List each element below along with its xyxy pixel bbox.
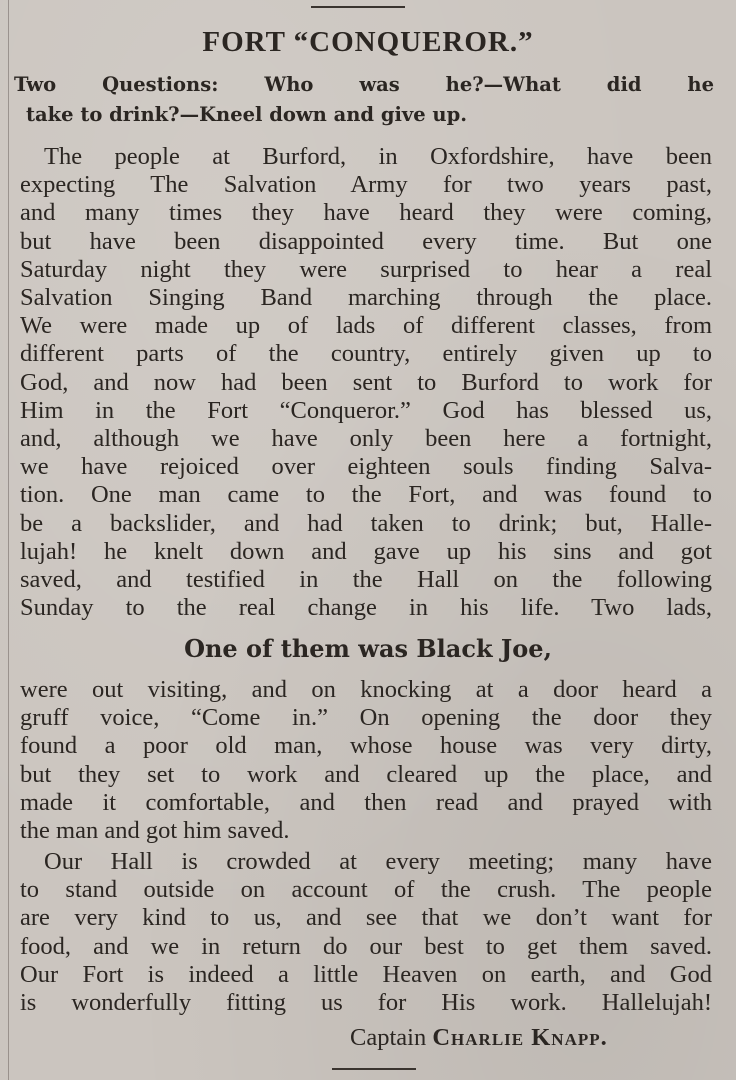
paragraph-line: We were made up of lads of different classes, from [20,312,712,340]
paragraph-line: found a poor old man, whose house was very dirty, [20,732,712,760]
paragraph-line: lujah! he knelt down and gave up his sins and got [20,537,712,565]
subhead-line-2: take to drink?—Kneel down and give up. [26,103,468,126]
paragraph-line: Our Fort is indeed a little Heaven on earth, and God [20,960,712,988]
paragraph-line: Saturday night they were surprised to hear a real [20,255,712,283]
paragraph-line: were out visiting, and on knocking at a door heard a [20,676,712,703]
paragraph-line: be a backslider, and had taken to drink; but, Halle- [20,509,712,537]
paragraph-line: are very kind to us, and see that we don’t want for [20,904,712,932]
signature-rank: Captain [350,1024,427,1051]
bottom-rule [332,1068,416,1070]
paragraph-line: we have rejoiced over eighteen souls finding Salva- [20,453,712,481]
paragraph-line: expecting The Salvation Army for two years past, [20,171,712,199]
crosshead: One of them was Black Joe, [184,634,552,663]
paragraph-line: Salvation Singing Band marching through the place. [20,284,712,312]
signature-name: Charlie Knapp. [432,1024,608,1051]
paragraph-line: and, although we have only been here a fortnight, [20,425,712,453]
paragraph-line: made it comfortable, and then read and prayed with [20,788,712,816]
paragraph-line: saved, and testified in the Hall on the following [20,566,712,594]
signature [350,1024,608,1052]
paragraph-line: but they set to work and cleared up the place, and [20,760,712,788]
paragraph-line: Our Hall is crowded at every meeting; many have [44,848,712,875]
article-title: FORT “CONQUEROR.” [202,26,534,58]
paragraph-line: Sunday to the real change in his life. Two lads, [20,594,712,622]
paragraph-3 [20,848,712,1017]
paragraph-line: and many times they have heard they were coming, [20,199,712,227]
paragraph-line: The people at Burford, in Oxfordshire, have been [44,143,712,170]
top-rule [311,6,405,8]
paragraph-line: tion. One man came to the Fort, and was found to [20,481,712,509]
paragraph-line: but have been disappointed every time. But one [20,227,712,255]
paragraph-line: to stand outside on account of the crush. The people [20,876,712,904]
paragraph-line: Him in the Fort “Conqueror.” God has blessed us, [20,396,712,424]
paragraph-line: the man and got him saved. [20,817,290,845]
paragraph-line: is wonderfully fitting us for His work. Hallelujah! [20,989,712,1017]
paragraph-line: different parts of the country, entirely given up to [20,340,712,368]
paragraph-line: gruff voice, “Come in.” On opening the door they [20,704,712,732]
paragraph-1 [20,143,712,622]
paragraph-line: God, and now had been sent to Burford to work for [20,368,712,396]
paragraph-2 [20,676,712,845]
paragraph-line: food, and we in return do our best to get them saved. [20,932,712,960]
subhead-line-1: Two Questions: Who was he?—What did he [14,73,714,96]
column-rule [8,0,9,1080]
article-subhead [14,70,714,130]
